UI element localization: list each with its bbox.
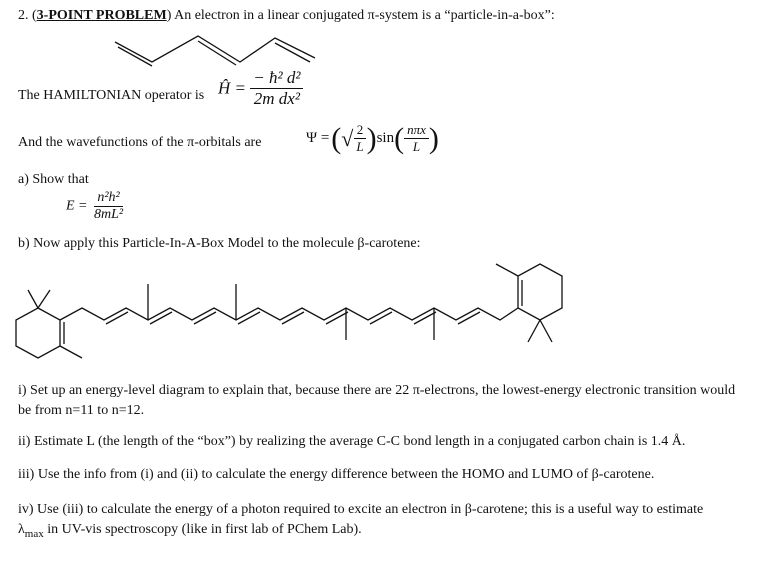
hamiltonian-numerator: − ħ² d²: [250, 68, 303, 89]
sqrt-numerator: 2: [354, 122, 367, 139]
hamiltonian-label: The HAMILTONIAN operator is: [18, 88, 205, 103]
energy-equation: [66, 190, 126, 223]
sin-arg-denominator: L: [412, 139, 421, 154]
part-b-label: b) Now apply this Particle-In-A-Box Model to the molecule β-carotene:: [18, 236, 421, 251]
part-a-label: a) Show that: [18, 172, 89, 187]
sin-function: sin: [376, 130, 395, 146]
energy-denominator: 8mL²: [94, 207, 124, 222]
hamiltonian-denominator: 2m dx²: [253, 89, 300, 108]
problem-intro: ) An electron in a linear conjugated π-system is a “particle-in-a-box”:: [166, 8, 555, 23]
hamiltonian-lhs: Ĥ =: [218, 78, 246, 98]
question-iv: [18, 500, 748, 544]
lambda-subscript: max: [24, 527, 44, 540]
sqrt-denominator: L: [356, 139, 364, 154]
wavefunction-label: And the wavefunctions of the π-orbitals are: [18, 135, 262, 150]
question-i: i) Set up an energy-level diagram to explain that, because there are 22 π-electrons, the lowest-energy electronic transition would be from n=11 to n=12.: [18, 383, 736, 418]
hamiltonian-equation: [218, 68, 303, 109]
question-iv-rest: in UV-vis spectroscopy (like in first lab of PChem Lab).: [43, 522, 362, 537]
wavefunction-lhs: Ψ =: [306, 130, 330, 146]
beta-carotene-structure: [10, 262, 580, 362]
conjugated-chain-diagram: [110, 28, 320, 68]
question-ii: ii) Estimate L (the length of the “box”) by realizing the average C-C bond length in a conjugated carbon chain is 1.4 Å.: [18, 434, 686, 449]
energy-numerator: n²h²: [94, 190, 122, 207]
wavefunction-equation: Ψ = ( √ $\frac{2}{L}$ ) sin ( $\frac{\text{nπx}}{L}$ ): [306, 121, 439, 155]
question-iii: iii) Use the info from (i) and (ii) to calculate the energy difference between the HOMO and LUMO of β-carotene.: [18, 467, 655, 482]
energy-lhs: E =: [66, 198, 88, 214]
lambda-symbol: λ: [18, 522, 25, 537]
sin-arg-numerator: nπx: [404, 122, 429, 139]
problem-header: [18, 8, 555, 24]
problem-title: 3-POINT PROBLEM: [36, 8, 167, 23]
problem-number: 2. (: [18, 8, 37, 23]
question-iv-main: iv) Use (iii) to calculate the energy of a photon required to excite an electron in β-carotene; this is a useful way to estimate: [18, 502, 704, 517]
